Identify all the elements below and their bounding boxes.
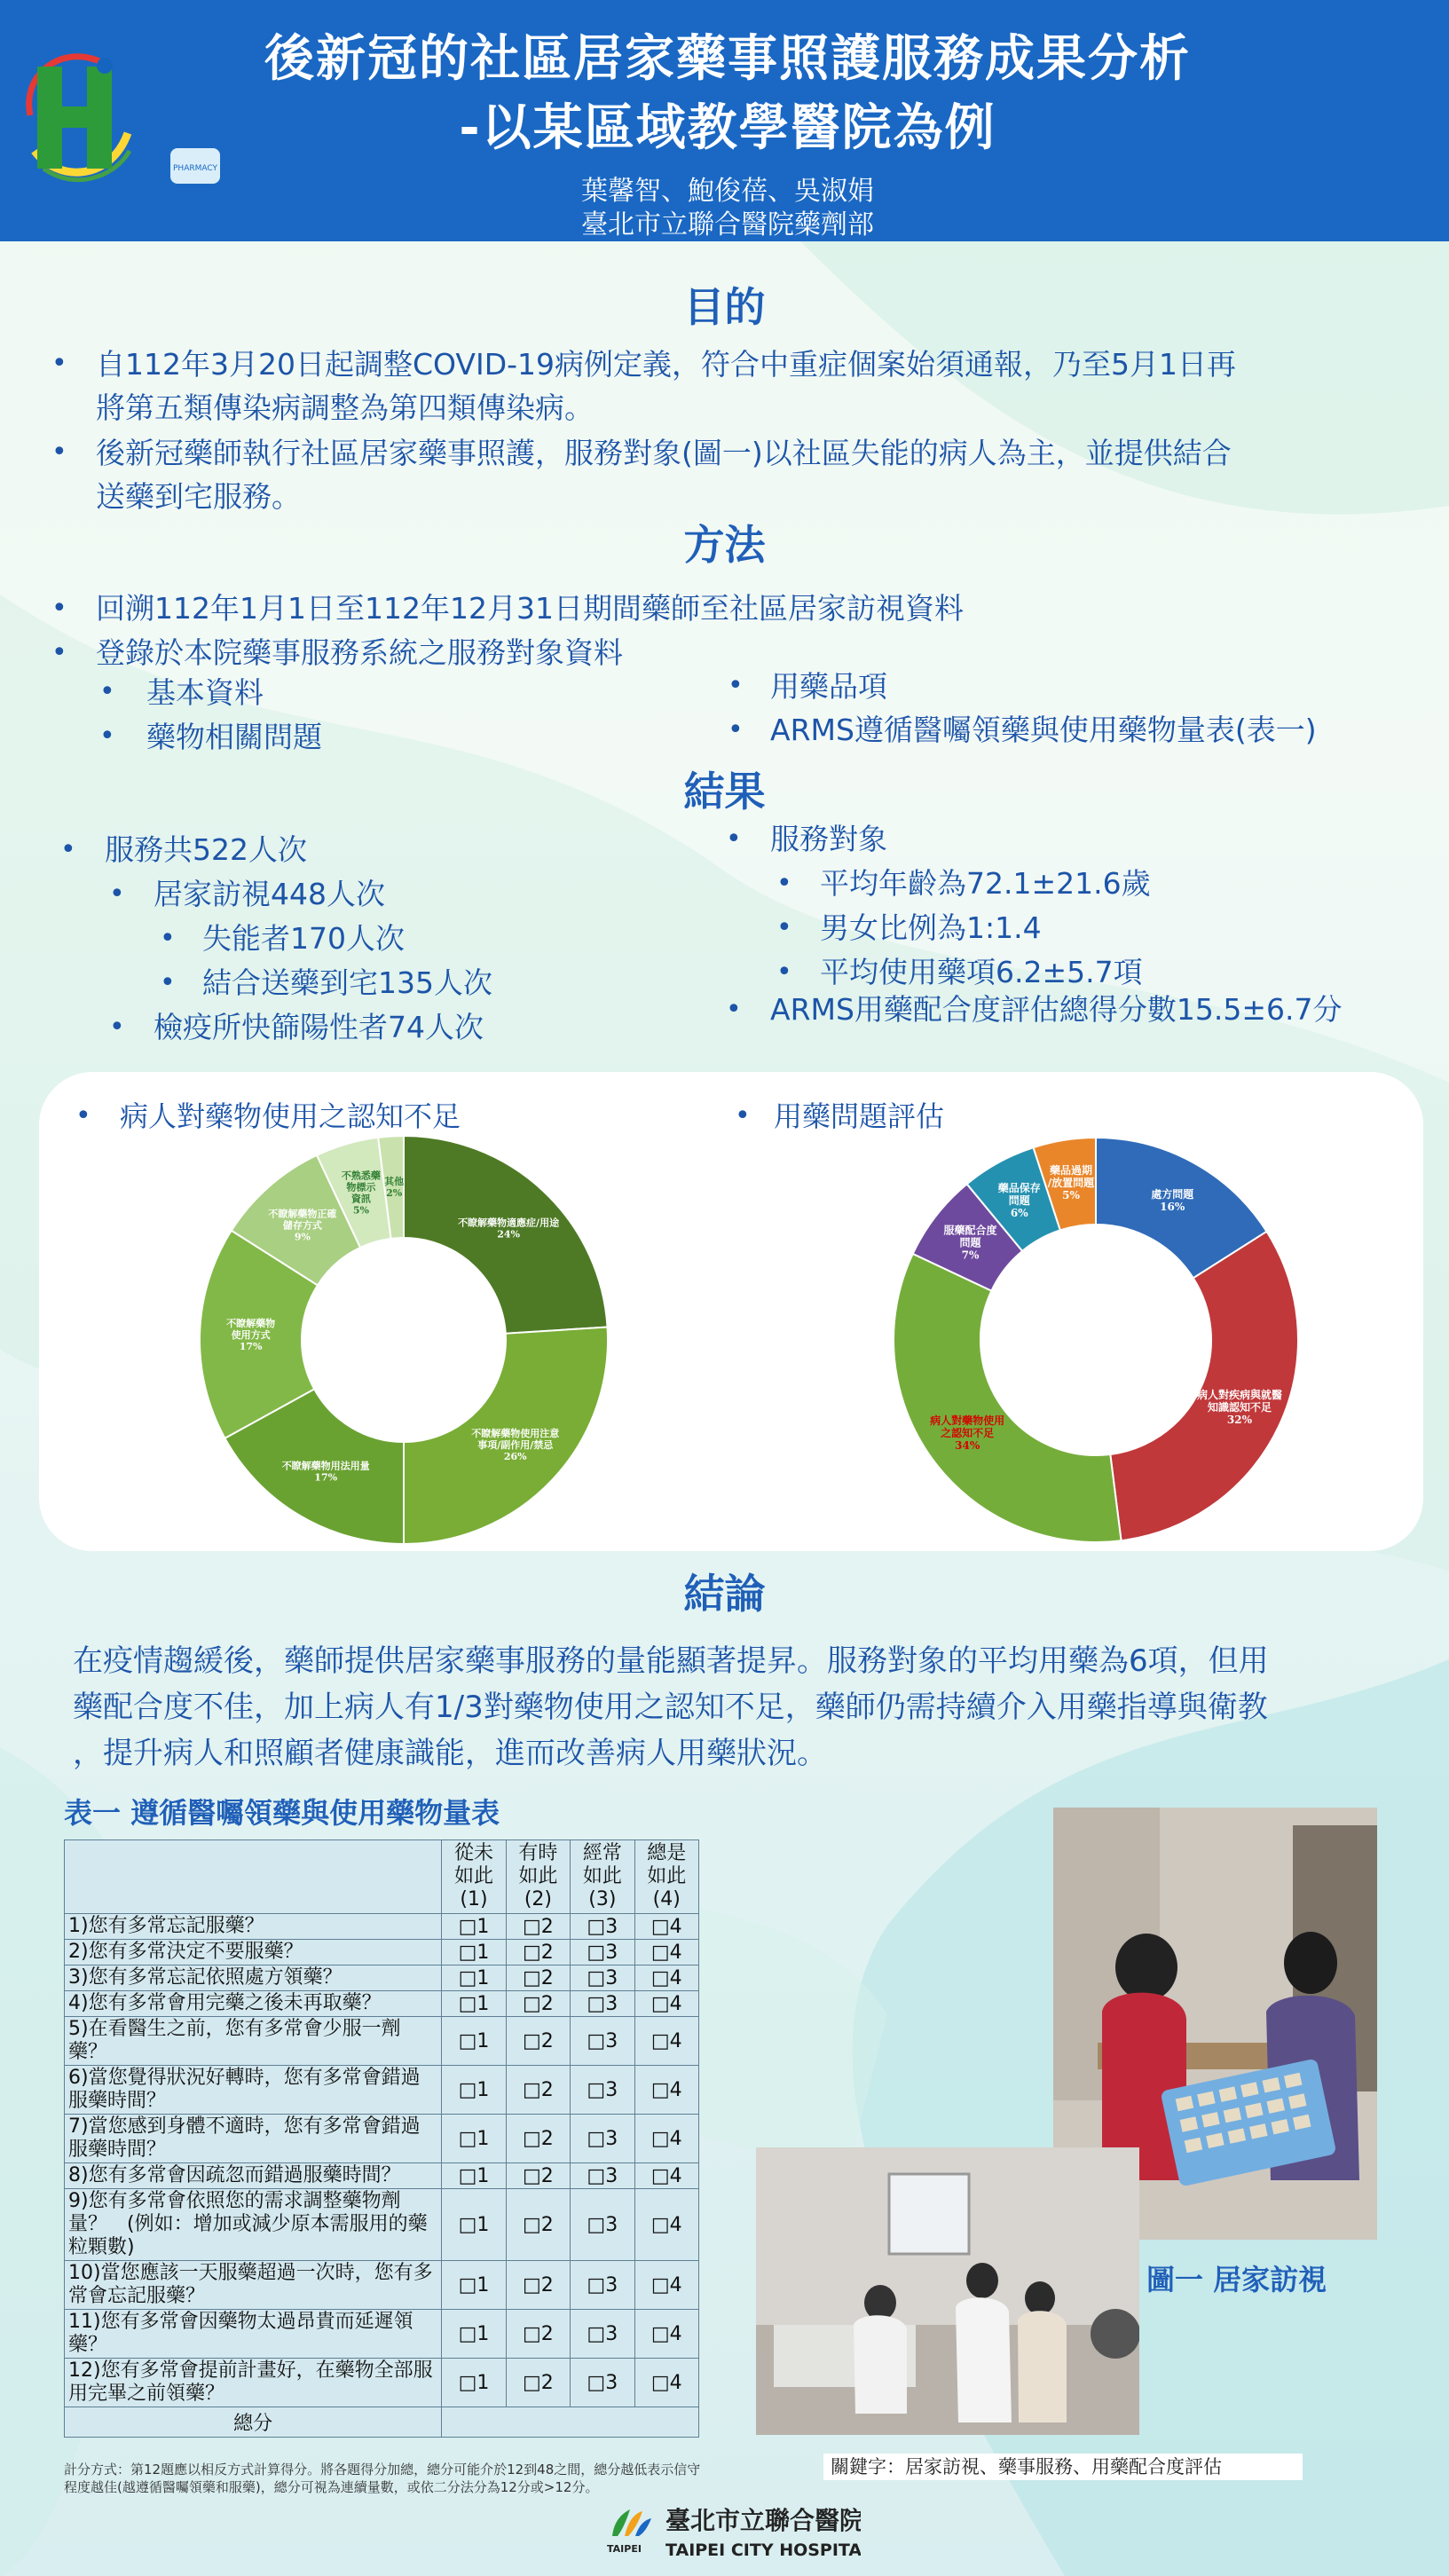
table-title: 表一 遵循醫囑領藥與使用藥物量表	[64, 1796, 500, 1830]
question-cell: 3)您有多常忘記依照處方領藥？	[65, 1965, 442, 1991]
option-checkbox[interactable]: □2	[506, 2189, 570, 2261]
table-row	[65, 2115, 699, 2163]
table-row	[65, 2359, 699, 2407]
taipei-city-hospital-logo	[603, 2501, 861, 2566]
option-checkbox[interactable]: □1	[442, 2017, 506, 2066]
option-checkbox[interactable]: □3	[571, 2066, 634, 2115]
option-checkbox[interactable]: □2	[506, 1914, 570, 1940]
option-checkbox[interactable]: □2	[506, 2066, 570, 2115]
option-checkbox[interactable]: □3	[571, 2163, 634, 2189]
option-checkbox[interactable]: □4	[634, 1914, 698, 1940]
table-row	[65, 2261, 699, 2310]
conclusion-line: 在疫情趨緩後，藥師提供居家藥事服務的量能顯著提昇。服務對象的平均用藥為6項，但用	[73, 1643, 1269, 1679]
conclusion-line: ，提升病人和照顧者健康識能，進而改善病人用藥狀況。	[73, 1736, 827, 1771]
option-checkbox[interactable]: □2	[506, 2115, 570, 2163]
question-cell: 10)當您應該一天服藥超過一次時，您有多常會忘記服藥？	[65, 2261, 442, 2310]
option-checkbox[interactable]: □4	[634, 1965, 698, 1991]
table-row	[65, 2310, 699, 2359]
bullet-dot: •	[51, 593, 67, 624]
methods-item: 回溯112年1月1日至112年12月31日期間藥師至社區居家訪視資料	[96, 591, 964, 626]
right-chart-label: 用藥問題評估	[774, 1099, 945, 1133]
right-chart-slice	[894, 1254, 1122, 1542]
conclusion-line: 藥配合度不佳，加上病人有1/3對藥物使用之認知不足，藥師仍需持續介入用藥指導與衛教	[73, 1690, 1268, 1725]
question-cell: 9)您有多常會依照您的需求調整藥物劑量？ (例如：增加或減少原本需服用的藥粒顆數)	[65, 2189, 442, 2261]
bullet-dot: •	[726, 823, 742, 855]
question-cell: 8)您有多常會因疏忽而錯過服藥時間？	[65, 2163, 442, 2189]
option-checkbox[interactable]: □2	[506, 1940, 570, 1965]
option-checkbox[interactable]: □1	[442, 1965, 506, 1991]
option-checkbox[interactable]: □3	[571, 1940, 634, 1965]
total-value-cell[interactable]	[442, 2407, 699, 2438]
left-chart-slice-label: 不瞭解藥物用法用量 17%	[281, 1460, 370, 1484]
bullet-dot: •	[160, 967, 176, 998]
right-chart-slice-label: 藥品過期/放置問題 5%	[1047, 1164, 1095, 1202]
table-row	[65, 2189, 699, 2261]
table-row	[65, 1965, 699, 1991]
purpose-line: 後新冠藥師執行社區居家藥事照護，服務對象(圖一)以社區失能的病人為主，並提供結合	[96, 436, 1232, 470]
option-checkbox[interactable]: □3	[571, 2310, 634, 2359]
total-label: 總分	[65, 2407, 442, 2438]
left-donut-chart	[186, 1127, 630, 1553]
right-chart-slice-label: 病人對疾病與就醫知識認知不足 32%	[1196, 1389, 1282, 1427]
option-checkbox[interactable]: □1	[442, 1940, 506, 1965]
bullet-dot: •	[726, 994, 742, 1025]
option-checkbox[interactable]: □3	[571, 2115, 634, 2163]
option-checkbox[interactable]: □2	[506, 2163, 570, 2189]
option-checkbox[interactable]: □1	[442, 2359, 506, 2407]
results-quarantine: 檢疫所快篩陽性者74人次	[154, 1010, 484, 1044]
results-age: 平均年齡為72.1±21.6歲	[820, 866, 1151, 901]
option-checkbox[interactable]: □4	[634, 1940, 698, 1965]
bullet-dot: •	[99, 721, 115, 752]
methods-sub-item: ARMS遵循醫囑領藥與使用藥物量表(表一)	[770, 713, 1317, 747]
home-visit-photo-2	[756, 2147, 1139, 2435]
bullet-dot: •	[51, 437, 67, 468]
scoring-note: 計分方式：第12題應以相反方式計算得分。將各題得分加總，總分可能介於12到48之間，總分越低表示信守程度越佳(越遵循醫囑領藥和服藥)，總分可視為連續量數，或依二分法分為12分或>12分。	[64, 2462, 701, 2495]
hospital-h-logo-icon	[12, 35, 137, 191]
results-heading: 結果	[683, 768, 766, 815]
conclusion-heading: 結論	[683, 1570, 766, 1618]
right-chart-slice-label: 處方問題 16%	[1151, 1188, 1194, 1214]
methods-item: 登錄於本院藥事服務系統之服務對象資料	[96, 635, 623, 670]
right-chart-slice	[1110, 1232, 1298, 1540]
table-header-cell: 經常 如此 (3)	[571, 1840, 634, 1914]
option-checkbox[interactable]: □1	[442, 2163, 506, 2189]
option-checkbox[interactable]: □4	[634, 1991, 698, 2017]
bullet-dot: •	[75, 1100, 91, 1131]
table-row	[65, 1991, 699, 2017]
bullet-dot: •	[776, 912, 792, 943]
authors: 葉馨智、鮑俊蓓、吳淑娟	[581, 176, 874, 207]
option-checkbox[interactable]: □2	[506, 1965, 570, 1991]
keywords: 關鍵字：居家訪視、藥事服務、用藥配合度評估	[823, 2454, 1303, 2480]
bullet-dot: •	[109, 1012, 125, 1043]
results-arms: ARMS用藥配合度評估總得分數15.5±6.7分	[770, 992, 1343, 1027]
option-checkbox[interactable]: □2	[506, 2359, 570, 2407]
bullet-dot: •	[60, 834, 76, 865]
bullet-dot: •	[735, 1100, 751, 1131]
department: 臺北市立聯合醫院藥劑部	[581, 209, 874, 240]
question-cell: 4)您有多常會用完藥之後未再取藥？	[65, 1991, 442, 2017]
question-cell: 2)您有多常決定不要服藥？	[65, 1940, 442, 1965]
table-body	[65, 1914, 699, 2438]
option-checkbox[interactable]: □3	[571, 2261, 634, 2310]
question-cell: 5)在看醫生之前，您有多常會少服一劑藥？	[65, 2017, 442, 2066]
bullet-dot: •	[109, 878, 125, 910]
purpose-line: 自112年3月20日起調整COVID-19病例定義，符合中重症個案始須通報，乃至5月1日再	[96, 347, 1237, 382]
option-checkbox[interactable]: □4	[634, 2359, 698, 2407]
figure-caption: 圖一 居家訪視	[1146, 2263, 1327, 2296]
question-cell: 12)您有多常會提前計畫好，在藥物全部服用完畢之前領藥？	[65, 2359, 442, 2407]
option-checkbox[interactable]: □2	[506, 1991, 570, 2017]
table-row	[65, 1914, 699, 1940]
results-home-visit: 居家訪視448人次	[154, 877, 385, 911]
poster-header	[0, 0, 1449, 241]
option-checkbox[interactable]: □1	[442, 1914, 506, 1940]
right-donut-chart	[883, 1127, 1309, 1553]
option-checkbox[interactable]: □4	[634, 2189, 698, 2261]
table-row	[65, 2163, 699, 2189]
footer-taipei: TAIPEI	[607, 2543, 642, 2555]
table-row	[65, 1940, 699, 1965]
option-checkbox[interactable]: □3	[571, 1965, 634, 1991]
option-checkbox[interactable]: □3	[571, 2017, 634, 2066]
table-header-row	[65, 1840, 699, 1914]
arms-scale-table	[64, 1839, 699, 2438]
option-checkbox[interactable]: □4	[634, 2017, 698, 2066]
question-cell: 6)當您覺得狀況好轉時，您有多常會錯過服藥時間？	[65, 2066, 442, 2115]
methods-sub-item: 基本資料	[146, 675, 264, 710]
footer-hospital-zh: 臺北市立聯合醫院	[665, 2506, 861, 2535]
option-checkbox[interactable]: □1	[442, 1991, 506, 2017]
option-checkbox[interactable]: □3	[571, 1991, 634, 2017]
left-chart-slice-label: 不瞭解藥物使用注意事項/副作用/禁忌 26%	[471, 1427, 560, 1462]
bullet-dot: •	[99, 676, 115, 707]
option-checkbox[interactable]: □1	[442, 2261, 506, 2310]
poster-title-line2: -以某區域教學醫院為例	[459, 99, 996, 157]
option-checkbox[interactable]: □1	[442, 2310, 506, 2359]
purpose-heading: 目的	[683, 283, 766, 331]
table-header-cell: 有時 如此 (2)	[506, 1840, 570, 1914]
left-chart-slice-label: 不瞭解藥物正確儲存方式 9%	[268, 1208, 337, 1243]
poster-title-line1: 後新冠的社區居家藥事照護服務成果分析	[264, 30, 1191, 88]
left-chart-slice-label: 不熟悉藥物標示資訊 5%	[341, 1170, 381, 1217]
left-chart-label: 病人對藥物使用之認知不足	[120, 1099, 461, 1133]
methods-sub-item: 藥物相關問題	[146, 720, 322, 754]
footer-hospital-en: TAIPEI CITY HOSPITAL	[665, 2541, 861, 2560]
bullet-dot: •	[51, 348, 67, 379]
bullet-dot: •	[160, 923, 176, 954]
left-chart-slice-label: 不瞭解藥物使用方式 17%	[226, 1318, 276, 1353]
results-delivery: 結合送藥到宅135人次	[202, 965, 492, 1000]
option-checkbox[interactable]: □3	[571, 2359, 634, 2407]
question-cell: 1)您有多常忘記服藥？	[65, 1914, 442, 1940]
results-total: 服務共522人次	[105, 832, 307, 867]
right-chart-slice-label: 服藥配合度問題 7%	[943, 1224, 997, 1262]
left-chart-slice-label: 不瞭解藥物適應症/用途 24%	[458, 1217, 560, 1241]
option-checkbox[interactable]: □1	[442, 2189, 506, 2261]
option-checkbox[interactable]: □2	[506, 2261, 570, 2310]
results-subjects: 服務對象	[770, 822, 887, 856]
table-header-cell: 總是 如此 (4)	[634, 1840, 698, 1914]
results-ratio: 男女比例為1:1.4	[820, 910, 1042, 945]
option-checkbox[interactable]: □1	[442, 2066, 506, 2115]
svg-text:PHARMACY: PHARMACY	[173, 164, 217, 173]
question-cell: 11)您有多常會因藥物太過昂貴而延遲領藥？	[65, 2310, 442, 2359]
option-checkbox[interactable]: □4	[634, 2163, 698, 2189]
methods-sub-item: 用藥品項	[770, 669, 887, 704]
results-disabled: 失能者170人次	[202, 921, 405, 956]
bullet-dot: •	[776, 868, 792, 899]
right-chart-slice-label: 病人對藥物使用之認知不足 34%	[930, 1414, 1005, 1453]
left-chart-slice-label: 其他 2%	[384, 1176, 405, 1200]
purpose-line: 送藥到宅服務。	[96, 479, 301, 514]
option-checkbox[interactable]: □4	[634, 2115, 698, 2163]
bullet-dot: •	[776, 957, 792, 988]
option-checkbox[interactable]: □4	[634, 2066, 698, 2115]
option-checkbox[interactable]: □2	[506, 2017, 570, 2066]
option-checkbox[interactable]: □4	[634, 2310, 698, 2359]
right-chart-slice-label: 藥品保存問題 6%	[997, 1182, 1041, 1220]
table-total-row	[65, 2407, 699, 2438]
results-meds: 平均使用藥項6.2±5.7項	[820, 955, 1143, 989]
question-cell: 7)當您感到身體不適時，您有多常會錯過服藥時間？	[65, 2115, 442, 2163]
bullet-dot: •	[728, 670, 744, 701]
table-row	[65, 2066, 699, 2115]
table-row	[65, 2017, 699, 2066]
bullet-dot: •	[51, 637, 67, 668]
table-header-blank	[65, 1840, 442, 1914]
purpose-line: 將第五類傳染病調整為第四類傳染病。	[96, 390, 594, 425]
option-checkbox[interactable]: □3	[571, 2189, 634, 2261]
option-checkbox[interactable]: □3	[571, 1914, 634, 1940]
table-header-cell: 從未 如此 (1)	[442, 1840, 506, 1914]
methods-heading: 方法	[683, 521, 766, 569]
option-checkbox[interactable]: □2	[506, 2310, 570, 2359]
bullet-dot: •	[728, 714, 744, 745]
option-checkbox[interactable]: □1	[442, 2115, 506, 2163]
option-checkbox[interactable]: □4	[634, 2261, 698, 2310]
